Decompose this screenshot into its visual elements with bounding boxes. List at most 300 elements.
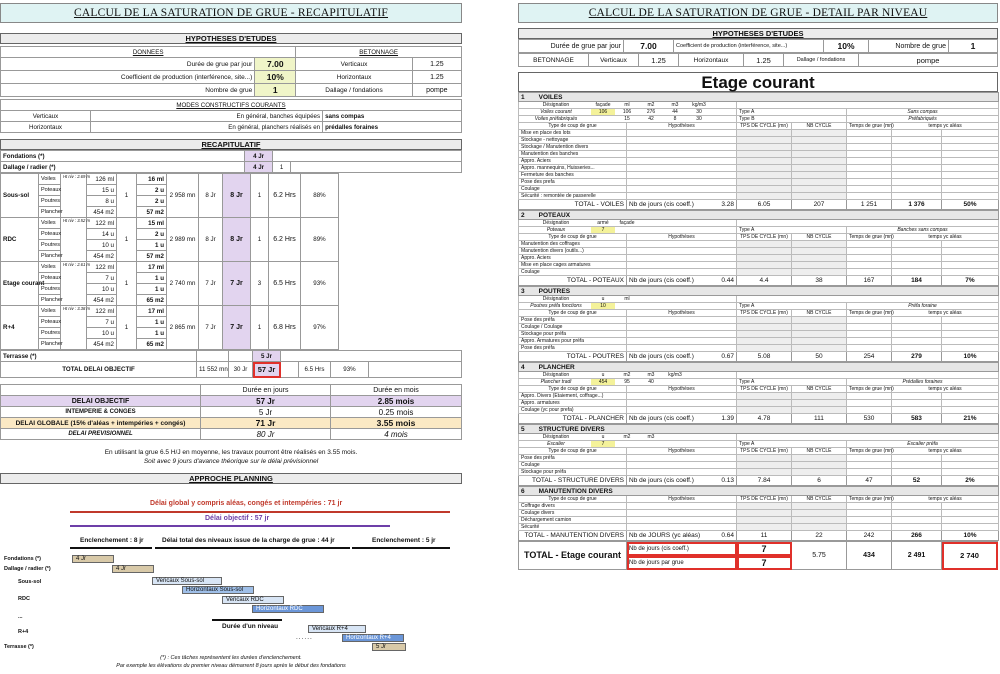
gantt-bar: Vericaux Sous-sol — [152, 577, 222, 585]
days-label: Nb de JOURS (yc aléas) — [629, 532, 701, 539]
spacer — [942, 144, 999, 151]
spacer — [942, 317, 999, 324]
final-total — [518, 541, 998, 570]
section-total-value: 207 — [792, 200, 847, 210]
hyp-label: Durée de grue par jour — [1, 58, 255, 71]
task-hypothesis — [627, 262, 737, 269]
cycle-count — [792, 393, 847, 400]
section-table — [518, 362, 999, 424]
designation-cell[interactable]: 106 — [622, 109, 632, 115]
time-with-hazards — [892, 262, 942, 269]
crane-time — [847, 455, 892, 462]
section-total-value: 1 251 — [847, 200, 892, 210]
task-hypothesis — [627, 407, 737, 414]
db-g[interactable]: pompe — [859, 54, 998, 67]
subheader-cell: temps yc aléas — [892, 310, 999, 317]
days-label: Nb de jours (cis coeff.) — [629, 477, 694, 484]
terrasse-jr: 5 Jr — [253, 351, 281, 362]
subheader-cell: Temps de grue (mn) — [847, 496, 892, 503]
hyp-value2[interactable]: 1.25 — [412, 58, 461, 71]
subheader-cell: Hypothèses — [627, 123, 737, 130]
level-ratio: 1 u — [137, 317, 167, 328]
cycle-count — [792, 262, 847, 269]
section-total-value: 184 — [892, 276, 942, 286]
cycle-time — [737, 193, 792, 200]
spacer — [942, 165, 999, 172]
section-total-value: 167 — [847, 276, 892, 286]
delay-days: 71 Jr — [201, 418, 331, 429]
cycle-time — [737, 503, 792, 510]
recap-bottom — [0, 350, 462, 378]
subheader-cell: NB CYCLE — [792, 386, 847, 393]
section-total-days-label — [627, 200, 737, 210]
crane-time — [847, 144, 892, 151]
days-label: Nb de jours (cis coeff.) — [629, 353, 694, 360]
designation-cell[interactable]: 8 — [673, 116, 677, 122]
section-total-label: TOTAL - VOILES — [519, 200, 627, 210]
enclenchement-end: Enclenchement : 5 jr — [372, 537, 436, 544]
task-label: Pose des prefa — [519, 179, 627, 186]
task-hypothesis — [627, 165, 737, 172]
level-quantity: 454 m2 — [87, 339, 117, 350]
section-total-value: 2% — [942, 476, 999, 486]
final-l1: Nb de jours (cis coeff.) — [627, 542, 737, 556]
dh-e: Nombre de grue — [869, 40, 949, 53]
crane-time — [847, 130, 892, 137]
designation-cell[interactable]: 10 — [591, 303, 615, 309]
mode-value[interactable]: prédalles foraines — [323, 122, 462, 133]
section-total-value: 47 — [847, 476, 892, 486]
designation-cell[interactable]: 7 — [591, 441, 615, 447]
crane-time — [847, 137, 892, 144]
cycle-time — [737, 517, 792, 524]
task-label: Coffrage divers — [519, 503, 627, 510]
time-with-hazards — [892, 407, 942, 414]
designation-col: m3 — [647, 434, 655, 440]
cycle-count — [792, 158, 847, 165]
cycle-count — [792, 400, 847, 407]
subheader-cell: Temps de grue (mn) — [847, 386, 892, 393]
spacer — [942, 269, 999, 276]
crane-time — [847, 510, 892, 517]
final-v2: 7 — [737, 556, 792, 570]
task-hypothesis — [627, 137, 737, 144]
recap-level-row — [1, 262, 462, 273]
delay-label: DELAI GLOBALE (15% d'aléas + intempéries + congés) — [1, 418, 201, 429]
task-hypothesis — [627, 393, 737, 400]
section-table — [518, 486, 999, 541]
task-hypothesis — [627, 255, 737, 262]
spacer — [942, 517, 999, 524]
final-c: 2 491 — [892, 542, 942, 570]
subheader-cell: Type de coup de grue — [519, 234, 627, 241]
subheader-cell: TPS DE CYCLE (mn) — [737, 123, 792, 130]
section-total-value: 4.4 — [737, 276, 792, 286]
hyp-value[interactable]: 10% — [255, 71, 296, 84]
crane-time — [847, 165, 892, 172]
spacer — [942, 262, 999, 269]
time-with-hazards — [892, 151, 942, 158]
level-ratio: 1 u — [137, 273, 167, 284]
total-jr: 57 Jr — [253, 362, 281, 378]
global-delay-arrow — [70, 511, 450, 513]
level-ratio: 57 m2 — [137, 207, 167, 218]
dallage-n: 1 — [273, 162, 291, 173]
level-count: 1 — [117, 262, 137, 306]
level-name: RDC — [1, 218, 39, 262]
subheader-cell: Type de coup de grue — [519, 123, 627, 130]
subheader-cell: TPS DE CYCLE (mn) — [737, 234, 792, 241]
section-total-value: 21% — [942, 414, 999, 424]
time-with-hazards — [892, 510, 942, 517]
subheader-cell: Type de coup de grue — [519, 386, 627, 393]
delay-months: 4 mois — [331, 429, 462, 440]
subheader-cell: Hypothèses — [627, 234, 737, 241]
designation-cell[interactable]: 30 — [696, 109, 702, 115]
cycle-count — [792, 317, 847, 324]
section-header — [519, 363, 999, 372]
section-total-label: TOTAL - POUTRES — [519, 352, 627, 362]
level-n: 1 — [251, 218, 269, 262]
designation-cell: Plancher tradi — [540, 379, 572, 385]
task-hypothesis — [627, 186, 737, 193]
hyp-value[interactable]: 1 — [255, 84, 296, 97]
level-ratio: 57 m2 — [137, 251, 167, 262]
time-with-hazards — [892, 241, 942, 248]
subheader-cell: NB CYCLE — [792, 496, 847, 503]
section-total-value: 7.84 — [737, 476, 792, 486]
total-label: TOTAL DELAI OBJECTIF — [1, 362, 197, 378]
gantt-bar: Horizontaux Sous-sol — [182, 586, 254, 594]
dh-d[interactable]: 10% — [824, 40, 869, 53]
task-label: Coulage — [519, 269, 627, 276]
cycle-time — [737, 407, 792, 414]
delay-head-months: Durée en mois — [331, 385, 462, 396]
cycle-count — [792, 510, 847, 517]
gantt-bar: Horizontaux RDC — [252, 605, 324, 613]
subheader-cell: Type de coup de grue — [519, 496, 627, 503]
designation-col: m2 — [623, 434, 631, 440]
task-hypothesis — [627, 331, 737, 338]
crane-time — [847, 179, 892, 186]
designation-cell[interactable]: 7 — [591, 227, 615, 233]
level-days: 7 Jr — [199, 306, 223, 350]
delay-label: DELAI PREVISIONNEL — [1, 429, 201, 440]
level-quantity: 454 m2 — [87, 295, 117, 306]
level-count: 1 — [117, 218, 137, 262]
level-quantity: 454 m2 — [87, 251, 117, 262]
cycle-count — [792, 331, 847, 338]
spacer — [942, 503, 999, 510]
planning-area — [0, 484, 462, 674]
designation-col: Désignation — [542, 434, 570, 440]
task-label: Coulage divers — [519, 510, 627, 517]
subheader-cell: TPS DE CYCLE (mn) — [737, 496, 792, 503]
dh-b[interactable]: 7.00 — [624, 40, 674, 53]
level-percent: 97% — [301, 306, 339, 350]
days-value: 0.13 — [721, 477, 734, 484]
section-name: VOILES — [538, 93, 563, 101]
level-days: 8 Jr — [199, 218, 223, 262]
crane-time — [847, 331, 892, 338]
crane-time — [847, 158, 892, 165]
designation-col: u — [601, 296, 605, 302]
section-total-value: 10% — [942, 352, 999, 362]
cycle-count — [792, 517, 847, 524]
cycle-count — [792, 179, 847, 186]
subheader-cell: TPS DE CYCLE (mn) — [737, 448, 792, 455]
task-label: Appro. mannequins, Huisseries... — [519, 165, 627, 172]
subheader-cell: temps yc aléas — [892, 448, 999, 455]
level-ratio: 1 u — [137, 284, 167, 295]
dh-f[interactable]: 1 — [949, 40, 998, 53]
hypothese-constructive — [737, 220, 999, 227]
planning-footnote2: Par exemple les élévations du premier niveau démarrent 8 jours après le début des fondations — [116, 663, 346, 669]
designation-cell[interactable]: 42 — [648, 116, 654, 122]
level-item: Plancher — [39, 251, 61, 262]
designation-cell[interactable]: 106 — [591, 109, 615, 115]
gantt-bar: 4 Jr — [72, 555, 114, 563]
task-label: Déchargement camion — [519, 517, 627, 524]
level-n: 3 — [251, 262, 269, 306]
designation-head — [519, 102, 737, 109]
final-d: 2 740 — [942, 542, 998, 570]
designation-col: Désignation — [542, 220, 570, 226]
subheader-cell: Type de coup de grue — [519, 448, 627, 455]
level-quantity: 126 ml — [87, 174, 117, 185]
task-label: Manutention divers (outils...) — [519, 248, 627, 255]
level-ratio: 17 ml — [137, 262, 167, 273]
spacer — [942, 524, 999, 531]
time-with-hazards — [892, 186, 942, 193]
construction-mode: Préfa foraine — [847, 303, 999, 310]
ellipsis: ...... — [296, 634, 313, 641]
total-pct: 93% — [331, 362, 369, 378]
level-title: Etage courant — [518, 72, 998, 92]
crane-time — [847, 241, 892, 248]
cycle-count — [792, 503, 847, 510]
level-ratio: 2 u — [137, 196, 167, 207]
spacer — [942, 186, 999, 193]
section-header — [519, 93, 999, 102]
days-value: 0.44 — [721, 277, 734, 284]
db-e[interactable]: 1.25 — [744, 54, 784, 67]
section-total-value: 52 — [892, 476, 942, 486]
recap-table — [0, 150, 462, 173]
recap-levels — [0, 173, 462, 350]
spacer — [942, 393, 999, 400]
level-minutes: 2 989 mn — [167, 218, 199, 262]
designation-col: u — [601, 434, 605, 440]
task-hypothesis — [627, 151, 737, 158]
level-hours: 6.2 Hrs — [269, 218, 301, 262]
final-a: 5.75 — [792, 542, 847, 570]
section-total-label: TOTAL - PLANCHER — [519, 414, 627, 424]
section-total-label: TOTAL - STRUCTURE DIVERS — [519, 476, 627, 486]
gantt-bar: Vericaux R+4 — [308, 625, 366, 633]
level-height-note: Ht niv : 2.61 m — [61, 262, 87, 306]
level-quantity: 10 u — [87, 240, 117, 251]
subheader-cell: Hypothèses — [627, 496, 737, 503]
section-total-label: TOTAL - MANUTENTION DIVERS — [519, 531, 627, 541]
section-total-value: 1 376 — [892, 200, 942, 210]
level-jr: 7 Jr — [223, 306, 251, 350]
spacer — [942, 400, 999, 407]
section-total-value: 6.05 — [737, 200, 792, 210]
crane-time — [847, 262, 892, 269]
task-hypothesis — [627, 469, 737, 476]
spacer — [942, 172, 999, 179]
level-percent: 89% — [301, 218, 339, 262]
time-with-hazards — [892, 324, 942, 331]
task-hypothesis — [627, 193, 737, 200]
designation-row — [519, 116, 737, 123]
subheader-cell: TPS DE CYCLE (mn) — [737, 310, 792, 317]
level-height-note: Ht niv : 3.52 m — [61, 218, 87, 262]
task-label: Sécurité — [519, 524, 627, 531]
mode-label: Horizontaux — [1, 122, 91, 133]
level-ratio: 65 m2 — [137, 295, 167, 306]
subheader-cell: temps yc aléas — [892, 234, 999, 241]
level-minutes: 2 740 mn — [167, 262, 199, 306]
level-hours: 6.8 Hrs — [269, 306, 301, 350]
task-hypothesis — [627, 130, 737, 137]
level-jr: 8 Jr — [223, 174, 251, 218]
fondations-jr: 4 Jr — [245, 151, 273, 162]
section-number: 1 — [521, 93, 525, 101]
enclenchement-start: Enclenchement : 8 jr — [80, 537, 144, 544]
hyp-value[interactable]: 7.00 — [255, 58, 296, 71]
crane-time — [847, 172, 892, 179]
task-hypothesis — [627, 144, 737, 151]
time-with-hazards — [892, 269, 942, 276]
level-ratio: 17 ml — [137, 306, 167, 317]
level-quantity: 14 u — [87, 229, 117, 240]
type-label: Type A — [737, 227, 847, 234]
designation-cell: Poutres préfa fonctions — [530, 303, 582, 309]
days-value: 1.39 — [721, 415, 734, 422]
section-table — [518, 92, 999, 210]
detail-title: CALCUL DE LA SATURATION DE GRUE - DETAIL PAR NIVEAU — [518, 3, 998, 23]
hyp-label2: Horizontaux — [296, 71, 412, 84]
spacer — [942, 158, 999, 165]
designation-cell[interactable]: 44 — [672, 109, 678, 115]
designation-col: kg/m3 — [692, 102, 706, 108]
crane-time — [847, 393, 892, 400]
crane-time — [847, 517, 892, 524]
designation-cell[interactable]: 15 — [624, 116, 630, 122]
designation-cell[interactable]: 40 — [648, 379, 654, 385]
level-item: Poutres — [39, 196, 61, 207]
crane-time — [847, 193, 892, 200]
type-label: Type B — [737, 116, 847, 123]
hypotheses-header: HYPOTHESES D'ETUDES — [0, 33, 462, 44]
task-hypothesis — [627, 158, 737, 165]
hypothese-constructive — [737, 434, 999, 441]
mode-value[interactable]: sans compas — [323, 111, 462, 122]
cycle-time — [737, 400, 792, 407]
hypotheses-table — [0, 46, 462, 97]
spacer — [942, 469, 999, 476]
delay-table — [0, 384, 462, 440]
mode-text: En général, banches équipées — [91, 111, 323, 122]
subheader-cell: temps yc aléas — [892, 496, 999, 503]
cycle-count — [792, 165, 847, 172]
db-a: BETONNAGE — [519, 54, 589, 67]
designation-cell[interactable]: 276 — [646, 109, 656, 115]
cycle-count — [792, 186, 847, 193]
task-label: Appro. Aciers — [519, 255, 627, 262]
level-ratio: 65 m2 — [137, 339, 167, 350]
days-label: Nb de jours (cis coeff.) — [629, 277, 694, 284]
task-hypothesis — [627, 462, 737, 469]
hypothese-constructive — [737, 372, 999, 379]
designation-cell: Voiles préfabriqués — [534, 116, 578, 122]
cycle-time — [737, 345, 792, 352]
objective-delay-arrow — [70, 525, 390, 527]
cycle-count — [792, 193, 847, 200]
level-count: 1 — [117, 306, 137, 350]
designation-col: m2 — [623, 372, 631, 378]
spacer — [942, 345, 999, 352]
section-total-days-label — [627, 531, 737, 541]
summary-note2: Soit avec 9 jours d'avance théorique sur le délai prévisionnel — [143, 458, 319, 465]
db-c[interactable]: 1.25 — [639, 54, 679, 67]
enc2-arrow — [352, 547, 450, 549]
recap-title: CALCUL DE LA SATURATION DE GRUE - RECAPITULATIF — [0, 3, 462, 23]
designation-row — [519, 109, 737, 116]
task-hypothesis — [627, 455, 737, 462]
planning-row-label: Fondations (*) — [4, 556, 41, 562]
subheader-cell: Hypothèses — [627, 386, 737, 393]
level-name: Sous-sol — [1, 174, 39, 218]
level-ratio: 2 u — [137, 229, 167, 240]
crane-time — [847, 407, 892, 414]
dh-a: Durée de grue par jour — [519, 40, 624, 53]
cycle-count — [792, 151, 847, 158]
level-count: 1 — [117, 174, 137, 218]
levels-arrow — [155, 547, 350, 549]
delay-head-days: Durée en jours — [201, 385, 331, 396]
cycle-count — [792, 255, 847, 262]
section-total-value: 583 — [892, 414, 942, 424]
dh-c: Coefficient de production (interférence, site...) — [674, 40, 824, 53]
delay-days: 5 Jr — [201, 407, 331, 418]
section-total-value: 6 — [792, 476, 847, 486]
cycle-time — [737, 172, 792, 179]
designation-cell[interactable]: 30 — [696, 116, 702, 122]
spacer — [942, 179, 999, 186]
crane-time — [847, 462, 892, 469]
hyp-value2[interactable]: pompe — [412, 84, 461, 97]
designation-cell[interactable]: 454 — [591, 379, 615, 385]
cycle-count — [792, 345, 847, 352]
hyp-value2[interactable]: 1.25 — [412, 71, 461, 84]
cycle-time — [737, 255, 792, 262]
level-minutes: 2 958 mn — [167, 174, 199, 218]
crane-time — [847, 338, 892, 345]
time-with-hazards — [892, 255, 942, 262]
db-f: Dallage / fondations — [784, 54, 859, 67]
delay-months: 3.55 mois — [331, 418, 462, 429]
task-label: Stockage - nettoyage — [519, 137, 627, 144]
duree-arrow — [212, 619, 282, 621]
section-total-value: 7% — [942, 276, 999, 286]
hyp-label2: Verticaux — [296, 58, 412, 71]
level-item: Voiles — [39, 306, 61, 317]
designation-cell[interactable]: 95 — [624, 379, 630, 385]
task-label: Appro. Aciers — [519, 158, 627, 165]
